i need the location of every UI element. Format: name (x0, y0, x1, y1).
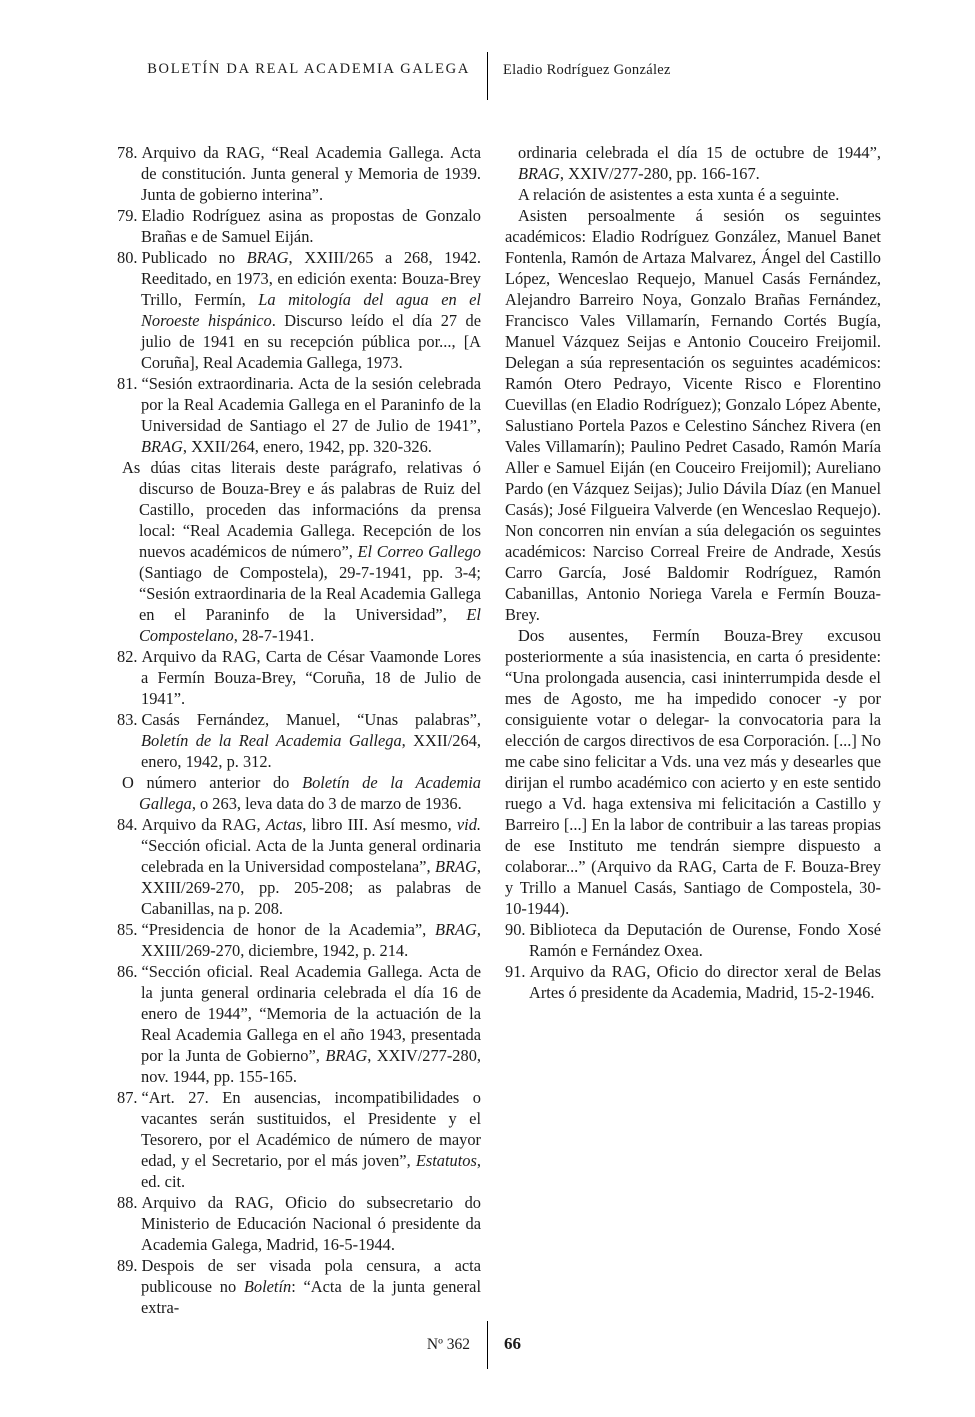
cited-title: Boletín (243, 1277, 292, 1296)
cited-title: Boletín de la Real Academia Gallega (141, 731, 402, 750)
page-number: 66 (504, 1334, 521, 1353)
endnote-paragraph (505, 205, 881, 625)
endnote-85 (117, 919, 481, 961)
endnote-paragraph (117, 772, 481, 814)
note-text: , XXII/264, enero, 1942, pp. 320-326. (182, 437, 432, 456)
endnote-paragraph (505, 184, 881, 205)
note-text: “Sesión extraordinaria. Acta de la sesión celebrada por la Real Academia Gallega en el Paraninfo de la Universidad de Santiago el 27 de Julio de 1941”, (141, 374, 481, 435)
endnote-78 (117, 142, 481, 205)
endnotes-section (117, 142, 881, 1327)
cited-title: BRAG (435, 920, 477, 939)
cited-title: vid. (456, 815, 481, 834)
cited-title: El Compostelano (139, 605, 481, 645)
endnote-91 (505, 961, 881, 1003)
note-text: , XXIII/269-270, diciembre, 1942, p. 214. (141, 920, 481, 960)
endnote-87 (117, 1087, 481, 1192)
endnote-number: 80. (117, 248, 138, 267)
note-text: Asisten persoalmente á sesión os seguintes académicos: Eladio Rodríguez González, Manuel Banet Fontenla, Ramón de Artaza Malvarez, Ángel del Castillo López, Wenceslao Requejo, Manuel Casás Fernández, Alejandro Barreiro Noya, Gonzalo Brañas Fernández, Francisco Vales Villamarín, Fernando Cortés Bugía, Manuel Vázquez Seijas e Antonio Couceiro Freijomil. Delegan a súa representación os seguintes académicos: Ramón Otero Pedrayo, Vicente Risco e Florentino Cuevillas (en Eladio Rodríguez); Gonzalo López Abente, Salustiano Portela Pazos e Celestino Sánchez Rivera (en Vales Villamarín); Paulino Pedret Casado, Ramón María Aller e Samuel Eiján (en Couceiro Freijomil); Aureliano Pardo (en Vázquez Seijas); Julio Dávila Díaz (en Manuel Casás); José Filgueira Valverde (en Wenceslao Requejo). Non concorren nin envían a súa delegación os seguintes académicos: Narciso Correal Freire de Andrade, Xesús Carro García, José Baldomir Rodríguez, Ramón Cabanillas, Antonio Noriega Varela e Fermín Bouza-Brey. (505, 206, 881, 624)
note-text: ordinaria celebrada el día 15 de octubre de 1944”, (518, 143, 881, 162)
endnote-number: 86. (117, 962, 138, 981)
endnote-number: 91. (505, 962, 526, 981)
cited-title: El Correo Gallego (357, 542, 481, 561)
endnote-number: 87. (117, 1088, 138, 1107)
endnote-80 (117, 247, 481, 373)
note-text: “Art. 27. En ausencias, incompatibilidades o vacantes serán sustituidos, el Presidente y el Tesorero, por el Académico de número de mayor edad, y el Secretario, por el más joven”, (141, 1088, 481, 1170)
note-text: Arquivo da RAG, Oficio do director xeral de Belas Artes ó presidente da Academia, Madrid, 15-2-1946. (529, 962, 881, 1002)
endnote-84 (117, 814, 481, 919)
note-text: Arquivo da RAG, Carta de César Vaamonde Lores a Fermín Bouza-Brey, “Coruña, 18 de Julio de 1941”. (141, 647, 481, 708)
note-text: Despois de ser visada pola censura, a acta publicouse no (141, 1256, 481, 1296)
note-text: Arquivo da RAG, (141, 815, 266, 834)
note-text: Publicado no (141, 248, 247, 267)
endnote-number: 78. (117, 143, 138, 162)
endnote-82 (117, 646, 481, 709)
cited-title: La mitología del agua en el Noroeste hispánico (141, 290, 481, 330)
endnote-90 (505, 919, 881, 961)
endnote-number: 81. (117, 374, 138, 393)
note-text: Casás Fernández, Manuel, “Unas palabras”, (141, 710, 481, 729)
endnote-number: 79. (117, 206, 138, 225)
running-author: Eladio Rodríguez González (503, 62, 671, 78)
endnote-number: 85. (117, 920, 138, 939)
note-text: , XXIV/277-280, pp. 166-167. (559, 164, 760, 183)
note-text: , XXIII/269-270, pp. 205-208; as palabras de Cabanillas, na p. 208. (141, 857, 481, 918)
note-text: , XXII/264, enero, 1942, p. 312. (141, 731, 481, 771)
endnote-88 (117, 1192, 481, 1255)
note-text: O número anterior do (122, 773, 303, 792)
endnote-number: 82. (117, 647, 138, 666)
cited-title: BRAG (246, 248, 289, 267)
endnote-paragraph (505, 625, 881, 919)
note-text: “Sección oficial. Acta de la Junta general ordinaria celebrada en la Universidad compostelana”, (141, 836, 481, 876)
endnote-number: 90. (505, 920, 526, 939)
note-text: Eladio Rodríguez asina as propostas de Gonzalo Brañas e de Samuel Eiján. (141, 206, 481, 246)
endnote-paragraph (117, 457, 481, 646)
note-text: , 28-7-1941. (233, 626, 315, 645)
note-text: Dos ausentes, Fermín Bouza-Brey excusou posteriormente a súa inasistencia, en carta ó presidente: “Una prolongada ausencia, casi ininterrumpida desde el mes de Agosto, me ha impedido conocer -y por consiguiente votar o delegar- la convocatoria para la elección de cargos directivos de esa Corporación. [...] No me cabe sino felicitar a Vds. una vez más y desearles que dirijan el rumbo académico con acierto y en este sentido ruego a Vd. haga extensiva mi felicitación a Castillo y Barreiro [...] En la labor de contribuir a las tareas propias de ese Instituto me tendrán siempre dispuesto a colaborar...” (Arquivo da RAG, Carta de F. Bouza-Brey y Trillo a Manuel Casás, Santiago de Compostela, 30-10-1944). (505, 626, 881, 918)
note-text: , libro III. Así mesmo, (302, 815, 457, 834)
note-text: “Sección oficial. Real Academia Gallega. Acta de la junta general ordinaria celebrada el día 16 de enero de 1944”, “Memoria de la actuación de la Real Academia Gallega en el año 1943, presentada por la Junta de Gobierno”, (141, 962, 481, 1065)
note-text: , o 263, leva data do 3 de marzo de 1936. (191, 794, 462, 813)
endnote-number: 89. (117, 1256, 138, 1275)
note-text: : “Acta de la junta general extra- (141, 1277, 481, 1317)
endnotes-column-right (505, 142, 881, 1327)
note-text: As dúas citas literais deste parágrafo, relativas ó discurso de Bouza-Brey e ás palabras de Ruiz del Castillo, proceden das informacións da prensa local: “Real Academia Gallega. Recepción de los nuevos académicos de número”, (122, 458, 481, 561)
cited-title: BRAG (325, 1046, 368, 1065)
endnote-number: 84. (117, 815, 138, 834)
cited-title: BRAG (141, 437, 183, 456)
note-text: (Santiago de Compostela), 29-7-1941, pp. 3-4; “Sesión extraordinaria de la Real Academia Gallega en el Paraninfo de la Universidad”, (139, 563, 481, 624)
header-divider-rule (487, 52, 488, 100)
endnote-81 (117, 373, 481, 457)
note-text: Biblioteca da Deputación de Ourense, Fondo Xosé Ramón e Fernández Oxea. (529, 920, 881, 960)
note-text: A relación de asistentes a esta xunta é a seguinte. (518, 185, 840, 204)
note-text: “Presidencia de honor de la Academia”, (141, 920, 436, 939)
note-text: , ed. cit. (141, 1151, 481, 1191)
note-text: Arquivo da RAG, “Real Academia Gallega. Acta de constitución. Junta general y Memoria de 1939. Junta de gobierno interina”. (141, 143, 481, 204)
endnote-paragraph (505, 142, 881, 184)
note-text: . Discurso leído el día 27 de julio de 1941 en su recepción pública por..., [A Coruña], Real Academia Gallega, 1973. (141, 311, 481, 372)
endnotes-column-left (117, 142, 481, 1327)
endnote-89 (117, 1255, 481, 1318)
footer-divider-rule (487, 1321, 488, 1369)
note-text: Arquivo da RAG, Oficio do subsecretario do Ministerio de Educación Nacional ó presidente da Academia Galega, Madrid, 16-5-1944. (141, 1193, 481, 1254)
endnote-number: 83. (117, 710, 138, 729)
endnote-number: 88. (117, 1193, 138, 1212)
cited-title: Estatutos (415, 1151, 477, 1170)
journal-title: BOLETÍN DA REAL ACADEMIA GALEGA (147, 61, 470, 77)
issue-number: Nº 362 (426, 1336, 470, 1353)
endnote-86 (117, 961, 481, 1087)
endnote-83 (117, 709, 481, 772)
note-text: , XXIV/277-280, nov. 1944, pp. 155-165. (141, 1046, 481, 1086)
cited-title: Boletín de la Academia Gallega (139, 773, 481, 813)
cited-title: Actas (265, 815, 303, 834)
endnote-79 (117, 205, 481, 247)
cited-title: BRAG (518, 164, 560, 183)
note-text: , XXIII/265 a 268, 1942. Reeditado, en 1973, en edición exenta: Bouza-Brey Trillo, Fermín, (141, 248, 482, 309)
cited-title: BRAG (435, 857, 477, 876)
